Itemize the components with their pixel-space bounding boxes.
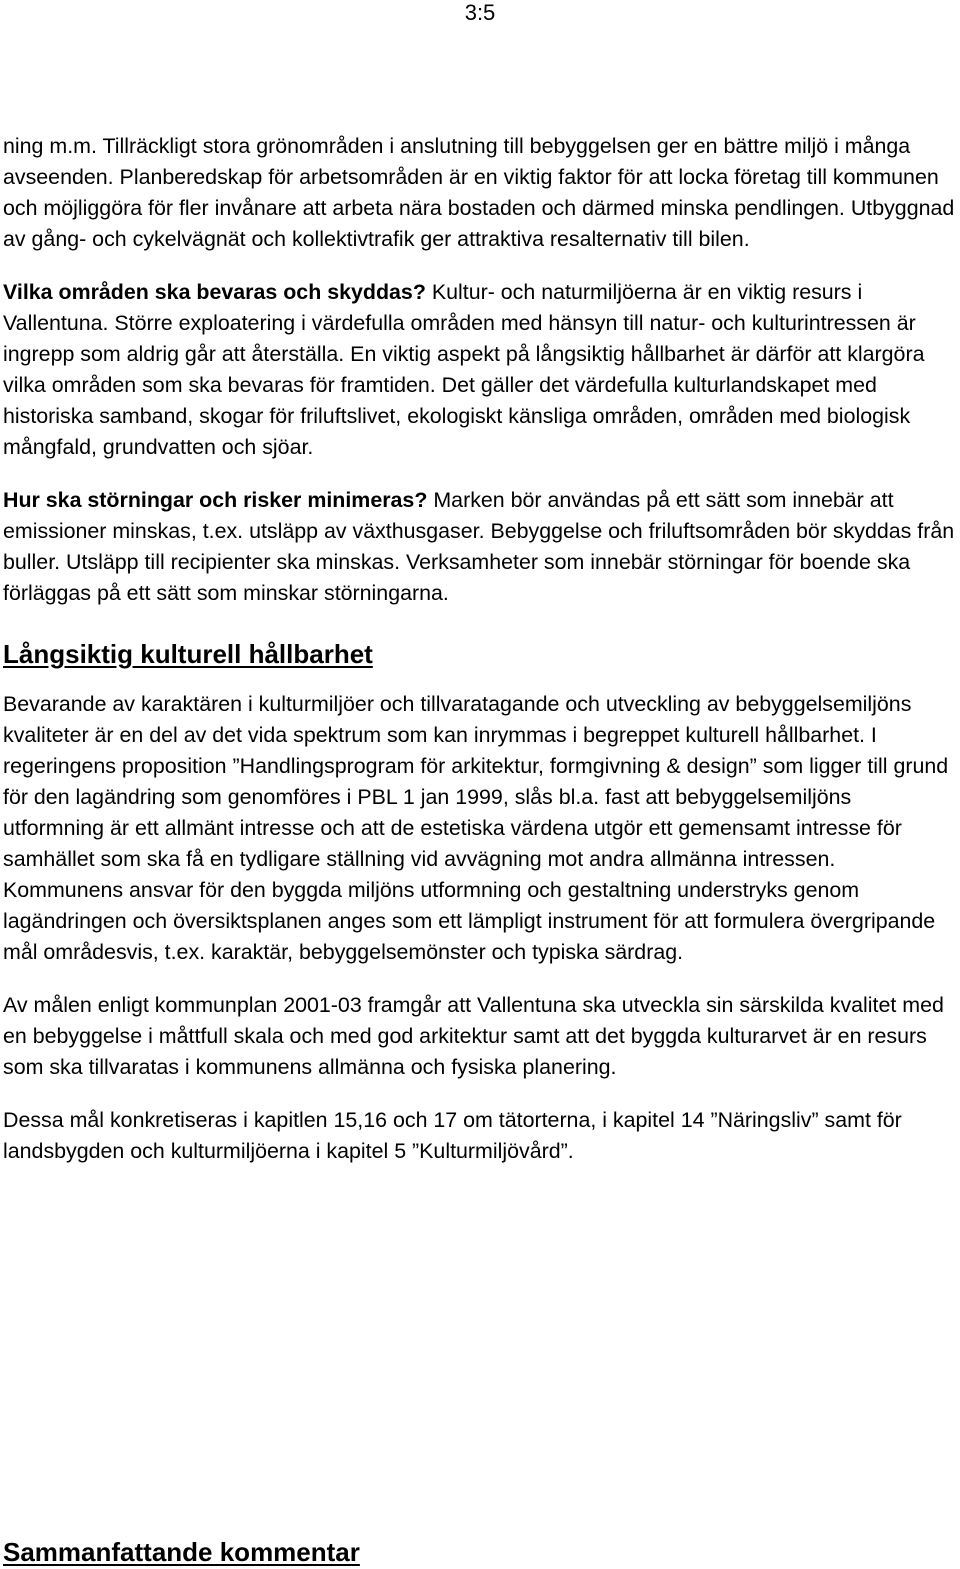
spacer [3, 255, 955, 277]
paragraph-chapter-references: Dessa mål konkretiseras i kapitlen 15,16 och 17 om tätorterna, i kapitel 14 ”Näringsliv” samt för landsbygden och kulturmiljöerna i kapitel 5 ”Kulturmiljövård”. [3, 1108, 902, 1163]
page-number: 3:5 [464, 0, 496, 25]
paragraph-cultural-character: Bevarande av karaktären i kulturmiljöer och tillvaratagande och utveckling av bebyggelsemiljöns kvaliteter är en del av det vida spektrum som kan inrymmas i begreppet kulturell hållbarhet. I regeringens proposition ”Handlingsprogram för arkitektur, formgivning & design” som ligger till grund för den lagändring som genomföres i PBL 1 jan 1999, slås bl.a. fast att bebyggelsemiljöns utformning är ett allmänt intresse och att de estetiska värdena utgör ett gemensamt intresse för samhället som ska få en tydligare ställning vid avvägning mot andra allmänna intressen. Kommunens ansvar för den byggda miljöns utformning och gestaltning understryks genom lagändringen och översiktsplanen anges som ett lämpligt instrument för att formulera övergripande mål områdesvis, t.ex. karaktär, bebyggelsemönster och typiska särdrag. [3, 692, 949, 964]
spacer [3, 1083, 955, 1105]
paragraph-planning [3, 131, 955, 255]
paragraph-disturbances [3, 485, 955, 609]
paragraph-municipal-goals: Av målen enligt kommunplan 2001-03 framgår att Vallentuna ska utveckla sin särskilda kvalitet med en bebyggelse i måttfull skala och med god arkitektur samt att det byggda kulturarvet är en resurs som ska tillvaratas i kommunens allmänna och fysiska planering. [3, 993, 944, 1079]
document-body [3, 131, 955, 1167]
question-disturbances: Hur ska störningar och risker minimeras? [3, 488, 428, 512]
section-heading-summary-comment: Sammanfattande kommentar [3, 1537, 360, 1567]
spacer [3, 671, 955, 689]
question-protected-areas: Vilka områden ska bevaras och skyddas? [3, 280, 426, 304]
paragraph-planning-text: ning m.m. Tillräckligt stora grönområden i anslutning till bebyggelsen ger en bättre miljö i många avseenden. Planberedskap för arbetsområden är en viktig faktor för att locka företag till kommunen och möjliggöra för fler invånare att arbeta nära bostaden och därmed minska pendlingen. Utbyggnad av gång- och cykelvägnät och kollektivtrafik ger attraktiva resalternativ till bilen. [3, 134, 955, 251]
spacer [3, 463, 955, 485]
section-heading-cultural-sustainability: Långsiktig kulturell hållbarhet [3, 639, 373, 669]
spacer [3, 609, 955, 637]
paragraph-disturbances-text: Marken bör användas på ett sätt som innebär att emissioner minskas, t.ex. utsläpp av växthusgaser. Bebyggelse och friluftsområden bör skyddas från buller. Utsläpp till recipienter ska minskas. Verksamheter som innebär störningar för boende ska förläggas på ett sätt som minskar störningarna. [3, 488, 955, 605]
spacer [3, 968, 955, 990]
paragraph-protected-areas-text: Kultur- och naturmiljöerna är en viktig resurs i Vallentuna. Större exploatering i värdefulla områden med hänsyn till natur- och kulturintressen är ingrepp som aldrig går att återställa. En viktig aspekt på långsiktig hållbarhet är därför att klargöra vilka områden som ska bevaras för framtiden. Det gäller det värdefulla kulturlandskapet med historiska samband, skogar för friluftslivet, ekologiskt känsliga områden, områden med biologisk mångfald, grundvatten och sjöar. [3, 280, 925, 459]
paragraph-protected-areas [3, 277, 955, 463]
